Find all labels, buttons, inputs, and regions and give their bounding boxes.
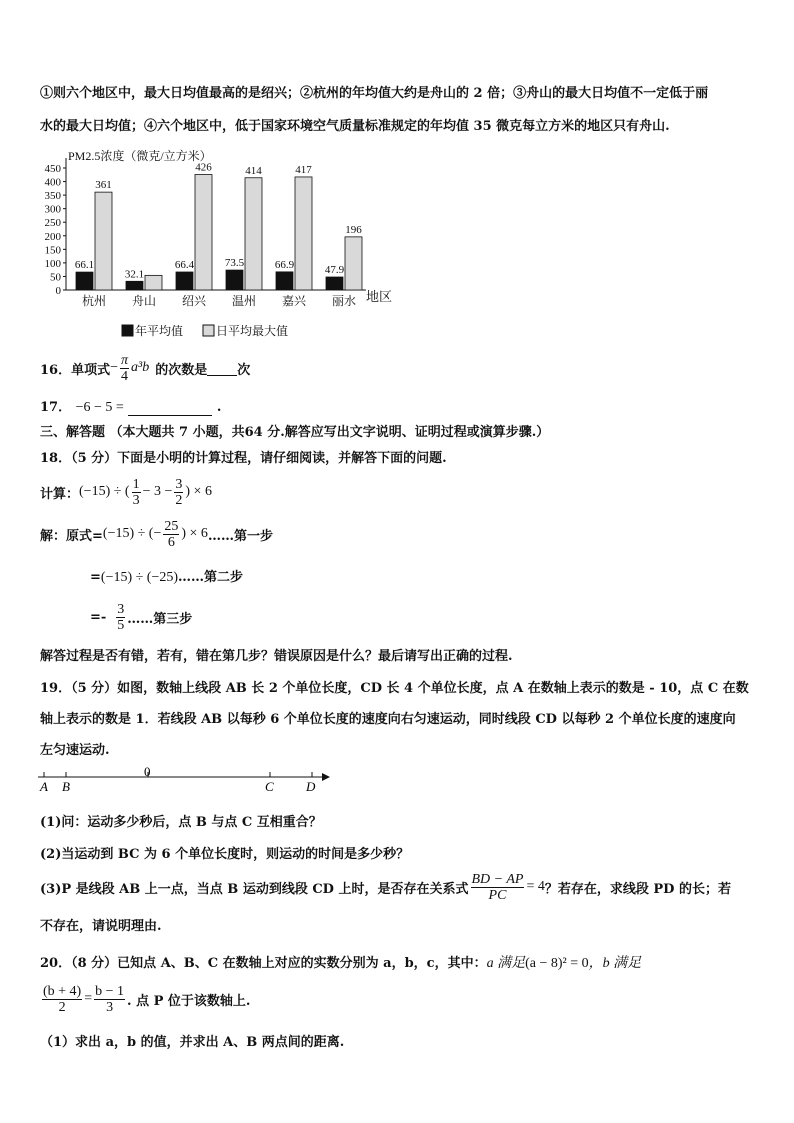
q18-step2-expression: (−15) ÷ (−25) — [100, 570, 179, 585]
chart-x-axis-title: 地区 — [366, 289, 393, 304]
section-3-heading: 三、解答题 （本大题共 7 小题，共64 分.解答应写出文字说明、证明过程或演算步骤.） — [40, 425, 550, 440]
point-label-b: B — [62, 779, 70, 794]
q20-right-num: b − 1 — [95, 983, 125, 999]
q18-calc-part-c: ) × 6 — [185, 484, 212, 499]
q19-line-2: 轴上表示的数是 1．若线段 AB 以每秒 6 个单位长度的速度向右匀速运动，同时线段 CD 以每秒 2 个单位长度的速度向 — [40, 712, 736, 727]
q19-p3-text-a: (3)P 是线段 AB 上一点，当点 B 运动到线段 CD 上时，是否存在关系式 — [40, 881, 469, 897]
bar-annual-4 — [276, 272, 293, 290]
bar-daily-max-3 — [245, 178, 262, 290]
q17-tail: . — [216, 400, 222, 415]
q18-heading: 18．（5 分）下面是小明的计算过程，请仔细阅读，并解答下面的问题. — [40, 451, 447, 466]
bar-annual-0 — [76, 272, 93, 290]
q16-fraction — [120, 353, 129, 384]
q18-f2-num: 3 — [175, 476, 183, 492]
data-label-daily-max-0: 361 — [95, 179, 112, 192]
q16-sign: − — [110, 360, 119, 375]
data-label-annual-5: 47.9 — [324, 264, 345, 277]
data-label-daily-max-5: 196 — [345, 223, 362, 236]
q18-question: 解答过程是否有错，若有，错在第几步？错误原因是什么？最后请写出正确的过程. — [40, 649, 513, 664]
q19-part-3-continued: 不存在，请说明理由. — [40, 919, 162, 934]
bar-annual-1 — [126, 281, 143, 290]
q18-step3-prefix: =- — [90, 609, 107, 625]
x-category-label-2: 绍兴 — [181, 294, 207, 308]
q18-step1-tag: ……第一步 — [207, 528, 273, 544]
data-label-daily-max-3: 414 — [245, 164, 262, 177]
legend-label-daily-max: 日平均最大值 — [216, 324, 289, 338]
q16-frac-num: π — [121, 352, 129, 368]
q20-part-1: （1）求出 a，b 的值，并求出 A、B 两点间的距离. — [40, 1035, 345, 1050]
y-tick-label-250: 250 — [44, 217, 61, 230]
q16-frac-den: 4 — [121, 368, 129, 384]
y-tick-label-400: 400 — [44, 176, 61, 189]
bar-daily-max-2 — [195, 175, 212, 290]
q19-p3-den: PC — [488, 887, 507, 903]
q18-solution-label: 解：原式= — [40, 528, 103, 544]
q18-step2-equals: = — [90, 570, 101, 585]
question-16 — [40, 350, 250, 386]
q18-calc-fraction-2 — [174, 477, 183, 508]
data-label-annual-1: 32.1 — [124, 268, 145, 281]
q16-suffix: 的次数是 — [155, 362, 208, 378]
q20-condition-b: ，b 满足 — [588, 956, 642, 971]
point-label-c: C — [265, 779, 274, 794]
q17-number: 17． — [40, 400, 72, 415]
y-tick-label-0: 0 — [55, 285, 61, 297]
q20-fraction-right — [94, 984, 125, 1015]
q16-number: 16． — [40, 362, 72, 378]
question-17 — [40, 396, 221, 416]
data-label-annual-0: 66.1 — [74, 259, 95, 272]
bar-daily-max-4 — [295, 177, 312, 290]
data-label-daily-max-4: 417 — [295, 163, 312, 176]
intro-line-2: 水的最大日均值；④六个地区中，低于国家环境空气质量标准规定的年均值 35 微克每立方米的地区只有舟山. — [40, 119, 670, 134]
q20-condition-a-expression: (a − 8)² = 0 — [525, 956, 589, 971]
q18-f1-den: 3 — [132, 492, 140, 508]
q18-step3-tag: ……第三步 — [127, 611, 193, 627]
q18-calc-fraction-1 — [132, 477, 141, 508]
q18-step-3 — [90, 596, 192, 638]
q18-calc-part-a: (−15) ÷ ( — [79, 484, 130, 499]
q20-condition-a: a 满足 — [486, 956, 526, 971]
data-label-annual-4: 66.9 — [274, 258, 295, 271]
q19-p3-num: BD − AP — [471, 871, 524, 887]
number-line-figure — [34, 766, 334, 796]
y-tick-label-200: 200 — [44, 230, 61, 243]
point-label-origin: 0 — [144, 766, 151, 779]
x-category-label-1: 舟山 — [131, 294, 157, 308]
data-label-annual-3: 73.5 — [224, 257, 245, 270]
y-tick-label-300: 300 — [44, 203, 61, 216]
x-category-label-5: 丽水 — [331, 294, 357, 308]
point-label-d: D — [306, 779, 316, 794]
q18-step1-num: 25 — [164, 518, 179, 534]
q17-expression: −6 − 5 = — [75, 400, 124, 415]
intro-line-1: ①则六个地区中，最大日均值最高的是绍兴；②杭州的年均值大约是舟山的 2 倍；③舟山的最大日均值不一定低于丽 — [40, 86, 709, 101]
chart-y-axis-title: PM2.5浓度（微克/立方米） — [68, 149, 212, 163]
q18-calc-part-b: − 3 − — [142, 484, 173, 499]
q16-tail: 次 — [237, 362, 251, 378]
q20-right-den: 3 — [106, 999, 114, 1015]
q18-step3-den: 5 — [117, 617, 125, 633]
q18-f1-num: 1 — [132, 476, 140, 492]
bar-annual-2 — [176, 272, 193, 290]
q19-part-3 — [40, 866, 731, 908]
bar-daily-max-0 — [95, 192, 112, 290]
q19-line-1: 19．（5 分）如图，数轴上线段 AB 长 2 个单位长度，CD 长 4 个单位长度，点 A 在数轴上表示的数是 - 10，点 C 在数 — [40, 681, 749, 696]
y-tick-label-150: 150 — [44, 244, 61, 257]
q19-p3-text-b: ？若存在，求线段 PD 的长；若 — [544, 881, 731, 897]
q20-line-1 — [40, 952, 641, 972]
q19-p3-equation: = 4 — [526, 879, 545, 894]
bar-annual-5 — [326, 277, 343, 290]
bar-daily-max-5 — [345, 237, 362, 290]
y-tick-label-350: 350 — [44, 190, 61, 203]
q18-f2-den: 2 — [175, 492, 183, 508]
q20-intro: 20．（8 分）已知点 A、B、C 在数轴上对应的实数分别为 a，b，c，其中： — [40, 956, 487, 971]
pm25-bar-chart — [28, 144, 408, 344]
q20-fraction-left — [42, 984, 82, 1015]
number-line-arrow-icon — [322, 773, 330, 781]
q16-monomial: a³b — [131, 360, 150, 375]
q17-answer-blank[interactable] — [128, 401, 212, 416]
legend-swatch-daily-max — [203, 325, 214, 336]
q18-step-2 — [90, 566, 243, 586]
x-category-label-0: 杭州 — [81, 294, 107, 308]
q20-line2-tail: . 点 P 位于该数轴上. — [127, 993, 251, 1009]
legend-label-annual: 年平均值 — [135, 324, 184, 338]
q20-left-num: (b + 4) — [43, 983, 82, 999]
y-tick-label-450: 450 — [44, 163, 61, 175]
q18-calculation — [40, 472, 212, 512]
q16-prefix: 单项式 — [71, 362, 111, 378]
q18-calc-label: 计算： — [40, 486, 80, 502]
q19-part-2: (2)当运动到 BC 为 6 个单位长度时，则运动的时间是多少秒？ — [40, 847, 410, 862]
q18-step1-part-b: ) × 6 — [181, 526, 208, 541]
bar-daily-max-1 — [145, 275, 162, 290]
q20-left-den: 2 — [58, 999, 66, 1015]
q18-step1-fraction — [163, 519, 179, 550]
q18-step3-num: 3 — [117, 601, 125, 617]
q18-step1-part-a: (−15) ÷ (− — [102, 526, 162, 541]
bar-annual-3 — [226, 270, 243, 290]
data-label-annual-2: 66.4 — [174, 258, 195, 271]
q19-line-3: 左匀速运动. — [40, 743, 110, 758]
q18-step3-fraction — [116, 602, 125, 633]
q19-p3-fraction — [471, 872, 525, 903]
legend-swatch-annual — [122, 325, 133, 336]
y-tick-label-100: 100 — [44, 257, 61, 270]
data-label-daily-max-2: 426 — [195, 161, 212, 174]
q18-step-1 — [40, 513, 273, 555]
y-tick-label-50: 50 — [50, 271, 61, 284]
q19-part-1: (1)问：运动多少秒后，点 B 与点 C 互相重合？ — [40, 815, 322, 830]
x-category-label-3: 温州 — [231, 294, 257, 308]
x-category-label-4: 嘉兴 — [281, 294, 307, 308]
point-label-a: A — [40, 779, 48, 794]
q20-line-2 — [40, 978, 250, 1020]
q18-step1-den: 6 — [167, 534, 175, 550]
q16-answer-blank[interactable] — [207, 361, 237, 376]
q20-equals: = — [84, 991, 93, 1006]
q18-step2-tag: ……第二步 — [178, 570, 244, 585]
